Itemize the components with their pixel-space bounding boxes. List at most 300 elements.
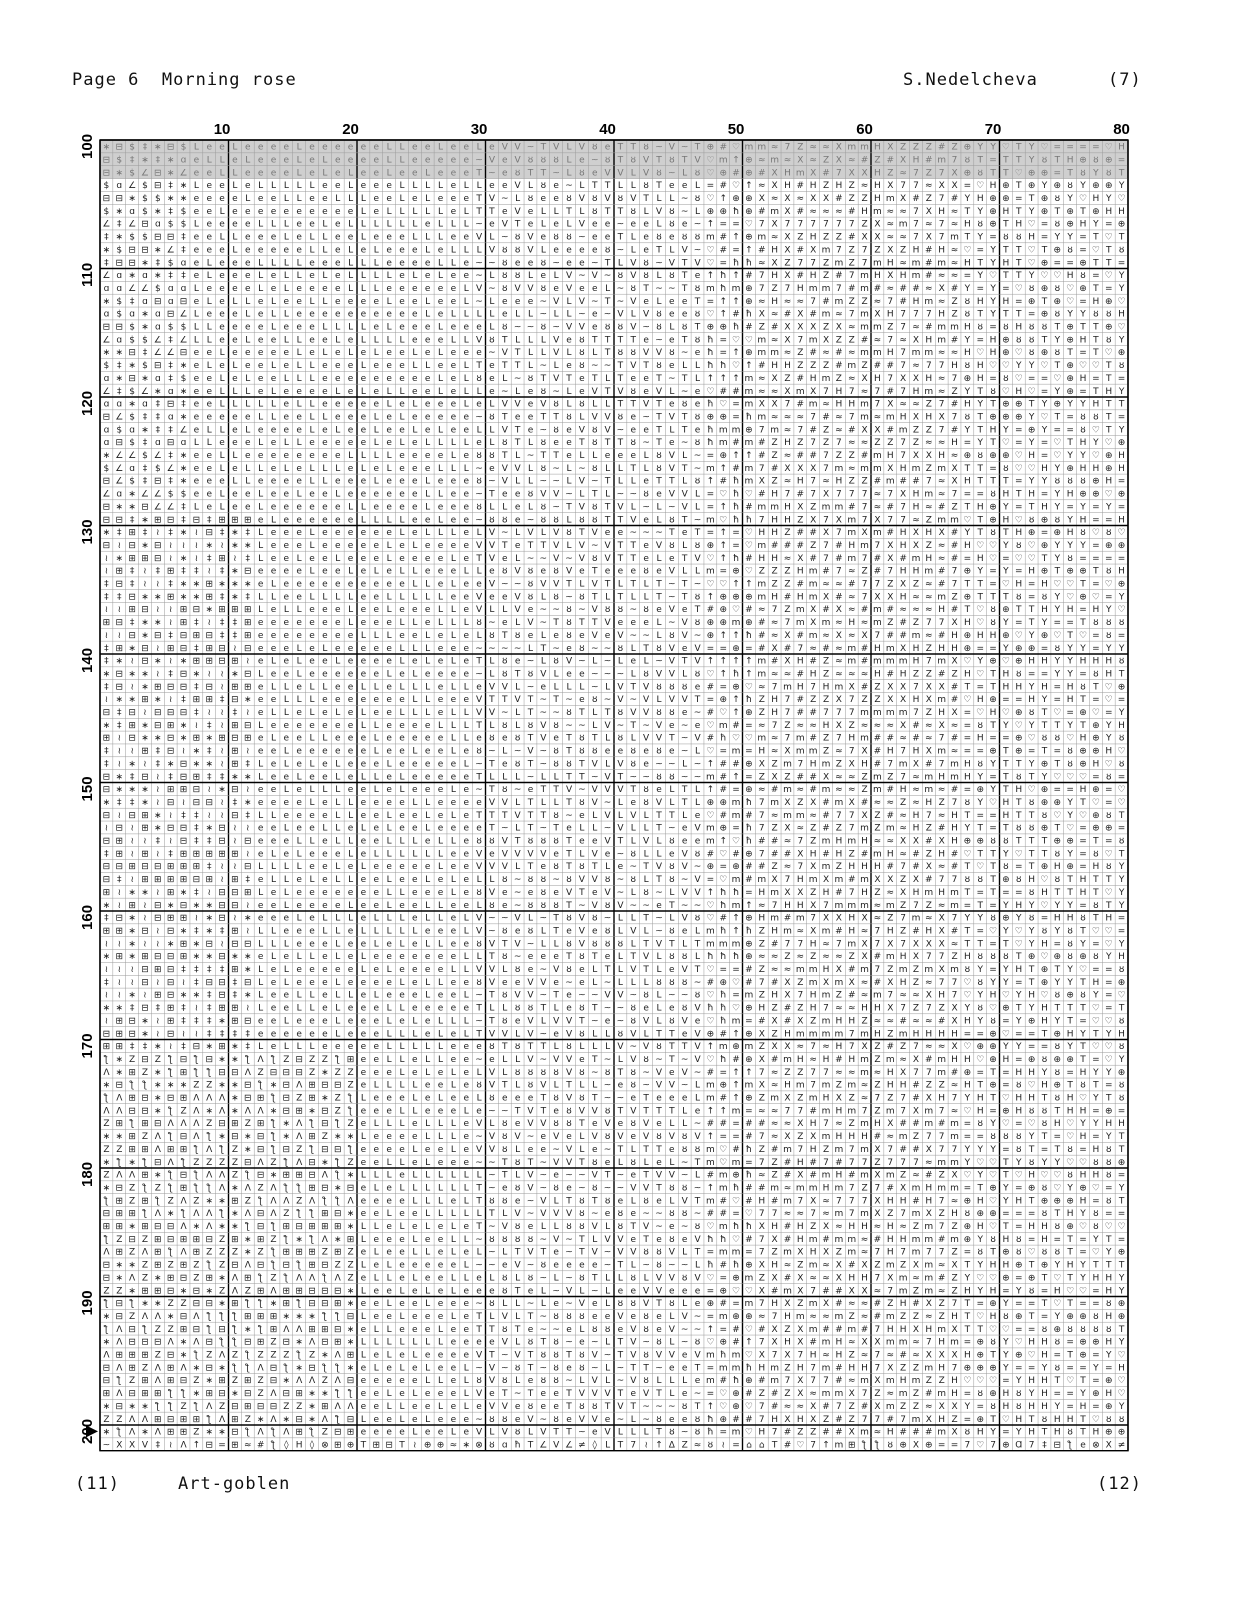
stitch-symbol: e <box>194 387 200 397</box>
stitch-symbol: m <box>706 772 715 782</box>
stitch-symbol: ≀ <box>118 901 121 911</box>
stitch-symbol: e <box>386 438 392 448</box>
stitch-symbol: ♡ <box>732 734 740 744</box>
stitch-symbol: ⊟ <box>193 875 201 885</box>
stitch-symbol: T <box>1002 528 1009 538</box>
stitch-symbol: ⊕ <box>1041 785 1049 795</box>
stitch-symbol: e <box>258 644 264 654</box>
stitch-symbol: ⊟ <box>167 734 175 744</box>
stitch-symbol: ⊟ <box>154 297 162 307</box>
stitch-symbol: ⊟ <box>244 721 252 731</box>
stitch-symbol: ‡ <box>117 528 122 538</box>
stitch-symbol: ∗ <box>180 592 188 602</box>
stitch-symbol: ȣ <box>541 464 547 474</box>
stitch-symbol: ȣ <box>669 772 675 782</box>
stitch-symbol: ⊕ <box>745 914 753 924</box>
stitch-symbol: ♡ <box>1028 464 1036 474</box>
stitch-symbol: Z <box>926 143 932 153</box>
stitch-symbol: ~ <box>694 862 702 872</box>
stitch-symbol: T <box>1054 412 1061 422</box>
stitch-symbol: ȣ <box>643 605 649 615</box>
stitch-symbol: ∗ <box>103 245 111 255</box>
stitch-symbol: e <box>412 502 418 512</box>
stitch-symbol: L <box>310 759 315 769</box>
stitch-symbol: L <box>258 811 263 821</box>
stitch-symbol: L <box>451 811 456 821</box>
stitch-symbol: ♡ <box>976 618 984 628</box>
stitch-symbol: m <box>886 824 895 834</box>
stitch-symbol: V <box>579 875 586 885</box>
stitch-symbol: Z <box>861 194 867 204</box>
stitch-symbol: m <box>873 207 882 217</box>
stitch-symbol: e <box>335 258 341 268</box>
stitch-symbol: # <box>951 926 959 936</box>
stitch-symbol: V <box>553 490 560 500</box>
stitch-symbol: X <box>887 464 893 474</box>
stitch-symbol: ~ <box>475 644 483 654</box>
stitch-symbol: ≀ <box>105 567 108 577</box>
stitch-symbol: X <box>926 233 932 243</box>
stitch-symbol: ≀ <box>220 541 223 551</box>
stitch-symbol: ‡ <box>130 567 135 577</box>
stitch-symbol: = <box>976 335 984 345</box>
stitch-symbol: V <box>592 605 599 615</box>
stitch-symbol: ȣ <box>1016 541 1022 551</box>
stitch-symbol: ⊕ <box>1118 348 1126 358</box>
stitch-symbol: # <box>887 425 895 435</box>
stitch-symbol: X <box>836 695 842 705</box>
stitch-symbol: e <box>502 888 508 898</box>
stitch-symbol: X <box>887 400 893 410</box>
stitch-symbol: ≈ <box>899 734 907 744</box>
stitch-symbol: e <box>271 695 277 705</box>
stitch-symbol: ♡ <box>1105 348 1113 358</box>
stitch-symbol: T <box>617 207 624 217</box>
stitch-symbol: e <box>374 695 380 705</box>
stitch-symbol: m <box>834 464 843 474</box>
stitch-symbol: ȣ <box>1016 875 1022 885</box>
stitch-symbol: L <box>207 258 212 268</box>
stitch-symbol: ≈ <box>874 721 882 731</box>
stitch-symbol: T <box>591 181 598 191</box>
stitch-symbol: T <box>630 682 637 692</box>
stitch-symbol: e <box>412 901 418 911</box>
stitch-symbol: V <box>502 400 509 410</box>
stitch-symbol: T <box>604 477 611 487</box>
stitch-symbol: e <box>605 451 611 461</box>
stitch-symbol: H <box>964 220 971 230</box>
stitch-symbol: X <box>810 926 816 936</box>
stitch-symbol: = <box>1015 618 1023 628</box>
stitch-symbol: ȣ <box>476 939 482 949</box>
stitch-symbol: V <box>643 682 650 692</box>
stitch-symbol: T <box>552 914 559 924</box>
stitch-symbol: = <box>964 785 972 795</box>
stitch-symbol: ♡ <box>1092 926 1100 936</box>
stitch-symbol: X <box>939 412 945 422</box>
stitch-symbol: Y <box>1054 901 1061 911</box>
stitch-symbol: m <box>847 515 856 525</box>
stitch-symbol: ♡ <box>1053 271 1061 281</box>
stitch-symbol: ɑ <box>181 258 187 268</box>
stitch-symbol: T <box>630 554 637 564</box>
stitch-symbol: V <box>682 245 689 255</box>
stitch-symbol: ≀ <box>220 798 223 808</box>
stitch-symbol: ȣ <box>1055 734 1061 744</box>
stitch-symbol: e <box>309 348 315 358</box>
stitch-symbol: L <box>322 477 327 487</box>
stitch-symbol: X <box>823 335 829 345</box>
stitch-symbol: ⊕ <box>1066 335 1074 345</box>
stitch-symbol: T <box>989 682 996 692</box>
stitch-symbol: T <box>1118 400 1125 410</box>
stitch-symbol: e <box>528 387 534 397</box>
stitch-symbol: e <box>335 721 341 731</box>
stitch-symbol: Y <box>1041 477 1048 487</box>
stitch-symbol: T <box>1002 785 1009 795</box>
stitch-symbol: = <box>1092 772 1100 782</box>
stitch-symbol: ♡ <box>745 335 753 345</box>
stitch-symbol: = <box>1066 258 1074 268</box>
stitch-symbol: ‡ <box>168 361 173 371</box>
stitch-symbol: ↑ <box>745 245 753 255</box>
stitch-symbol: $ <box>142 451 148 461</box>
stitch-symbol: L <box>425 708 430 718</box>
stitch-symbol: V <box>579 926 586 936</box>
stitch-symbol: ∗ <box>128 669 136 679</box>
stitch-symbol: ∗ <box>180 412 188 422</box>
stitch-symbol: L <box>284 605 289 615</box>
stitch-symbol: L <box>451 451 456 461</box>
stitch-symbol: ⊟ <box>103 412 111 422</box>
stitch-symbol: L <box>310 837 315 847</box>
stitch-symbol: ȣ <box>682 400 688 410</box>
stitch-symbol: e <box>348 657 354 667</box>
stitch-symbol: H <box>771 490 778 500</box>
stitch-symbol: L <box>464 361 469 371</box>
stitch-symbol: 7 <box>810 682 816 692</box>
stitch-symbol: e <box>322 374 328 384</box>
stitch-symbol: e <box>348 143 354 153</box>
stitch-symbol: ȣ <box>631 207 637 217</box>
stitch-symbol: = <box>707 490 715 500</box>
stitch-symbol: X <box>951 464 957 474</box>
stitch-symbol: X <box>836 143 842 153</box>
stitch-symbol: e <box>245 245 251 255</box>
stitch-symbol: ⊟ <box>141 657 149 667</box>
stitch-symbol: ‡ <box>220 926 225 936</box>
stitch-symbol: e <box>194 271 200 281</box>
stitch-symbol: L <box>322 323 327 333</box>
stitch-symbol: e <box>438 580 444 590</box>
stitch-symbol: e <box>296 888 302 898</box>
stitch-symbol: H <box>977 194 984 204</box>
stitch-symbol: ȣ <box>489 837 495 847</box>
stitch-symbol: V <box>527 284 534 294</box>
stitch-symbol: ⊕ <box>1028 181 1036 191</box>
stitch-symbol: ⊕ <box>989 220 997 230</box>
stitch-symbol: L <box>592 400 597 410</box>
stitch-symbol: L <box>502 747 507 757</box>
stitch-symbol: ≀ <box>156 849 159 859</box>
stitch-symbol: # <box>861 682 869 692</box>
stitch-symbol: ȣ <box>489 901 495 911</box>
stitch-symbol: T <box>642 644 649 654</box>
stitch-symbol: e <box>194 245 200 255</box>
stitch-symbol: e <box>399 310 405 320</box>
stitch-symbol: e <box>399 348 405 358</box>
stitch-symbol: V <box>682 862 689 872</box>
stitch-symbol: H <box>938 849 945 859</box>
stitch-symbol: X <box>797 323 803 333</box>
stitch-symbol: ‡ <box>194 682 199 692</box>
stitch-symbol: ♡ <box>1092 798 1100 808</box>
stitch-symbol: m <box>912 258 921 268</box>
stitch-symbol: Y <box>1028 207 1035 217</box>
stitch-symbol: ȣ <box>541 888 547 898</box>
stitch-symbol: L <box>361 233 366 243</box>
stitch-symbol: e <box>566 245 572 255</box>
stitch-symbol: ȣ <box>592 438 598 448</box>
stitch-symbol: Z <box>797 515 803 525</box>
stitch-symbol: ‡ <box>220 528 225 538</box>
stitch-symbol: Z <box>836 335 842 345</box>
stitch-symbol: e <box>284 168 290 178</box>
stitch-symbol: Z <box>784 258 790 268</box>
stitch-symbol: ∗ <box>205 914 213 924</box>
stitch-symbol: L <box>554 669 559 679</box>
stitch-symbol: L <box>567 400 572 410</box>
stitch-symbol: ∠ <box>128 451 136 461</box>
stitch-symbol: ȣ <box>643 490 649 500</box>
stitch-symbol: ≀ <box>182 747 185 757</box>
stitch-symbol: L <box>451 528 456 538</box>
stitch-symbol: X <box>784 387 790 397</box>
stitch-symbol: e <box>425 335 431 345</box>
stitch-symbol: # <box>861 798 869 808</box>
stitch-symbol: ~ <box>630 490 638 500</box>
stitch-symbol: e <box>374 862 380 872</box>
stitch-symbol: e <box>348 490 354 500</box>
stitch-symbol: V <box>476 849 483 859</box>
stitch-symbol: ȣ <box>1067 747 1073 757</box>
stitch-symbol: e <box>502 592 508 602</box>
stitch-symbol: ~ <box>655 926 663 936</box>
stitch-symbol: ♡ <box>706 580 714 590</box>
stitch-symbol: ~ <box>475 258 483 268</box>
stitch-symbol: L <box>567 310 572 320</box>
stitch-symbol: H <box>951 631 958 641</box>
stitch-symbol: ⊕ <box>989 502 997 512</box>
stitch-symbol: # <box>719 759 727 769</box>
stitch-symbol: ⊕ <box>989 194 997 204</box>
stitch-symbol: ~ <box>527 323 535 333</box>
stitch-symbol: ȣ <box>489 734 495 744</box>
stitch-symbol: 7 <box>823 451 829 461</box>
stitch-symbol: e <box>309 335 315 345</box>
stitch-symbol: ɑ <box>181 438 187 448</box>
stitch-symbol: V <box>643 695 650 705</box>
stitch-symbol: H <box>1080 657 1087 667</box>
stitch-symbol: H <box>1092 464 1099 474</box>
stitch-symbol: Y <box>1118 425 1125 435</box>
stitch-symbol: e <box>232 490 238 500</box>
stitch-symbol: Y <box>1079 181 1086 191</box>
stitch-symbol: e <box>271 785 277 795</box>
stitch-symbol: H <box>990 708 997 718</box>
stitch-symbol: e <box>412 657 418 667</box>
stitch-symbol: ~ <box>552 502 560 512</box>
stitch-symbol: = <box>1041 233 1049 243</box>
stitch-symbol: = <box>976 644 984 654</box>
stitch-symbol: # <box>848 502 856 512</box>
stitch-symbol: Z <box>823 155 829 165</box>
stitch-symbol: m <box>924 567 933 577</box>
stitch-symbol: H <box>925 554 932 564</box>
stitch-symbol: X <box>861 233 867 243</box>
stitch-symbol: ⊟ <box>116 194 124 204</box>
stitch-symbol: e <box>528 400 534 410</box>
stitch-symbol: L <box>322 682 327 692</box>
stitch-symbol: ↑ <box>707 592 715 602</box>
stitch-symbol: # <box>925 837 933 847</box>
stitch-symbol: ~ <box>655 284 663 294</box>
stitch-symbol: ⊞ <box>193 772 201 782</box>
stitch-symbol: ȣ <box>631 387 637 397</box>
stitch-symbol: e <box>682 837 688 847</box>
stitch-symbol: L <box>605 862 610 872</box>
stitch-symbol: # <box>732 168 740 178</box>
stitch-symbol: ‡ <box>156 425 161 435</box>
stitch-symbol: ↑ <box>707 220 715 230</box>
stitch-symbol: ∗ <box>218 580 226 590</box>
stitch-symbol: L <box>644 451 649 461</box>
stitch-symbol: e <box>438 926 444 936</box>
stitch-symbol: ~ <box>617 284 625 294</box>
stitch-symbol: e <box>669 361 675 371</box>
stitch-symbol: = <box>1054 143 1062 153</box>
stitch-symbol: L <box>361 926 366 936</box>
stitch-symbol: e <box>348 155 354 165</box>
stitch-symbol: H <box>977 554 984 564</box>
stitch-symbol: ȣ <box>1055 284 1061 294</box>
stitch-symbol: e <box>669 297 675 307</box>
stitch-symbol: e <box>245 181 251 191</box>
stitch-symbol: L <box>605 682 610 692</box>
stitch-symbol: X <box>759 194 765 204</box>
stitch-symbol: V <box>630 194 637 204</box>
stitch-symbol: # <box>797 631 805 641</box>
stitch-symbol: ȣ <box>618 194 624 204</box>
stitch-symbol: e <box>322 515 328 525</box>
stitch-symbol: L <box>194 323 199 333</box>
stitch-symbol: ≀ <box>143 759 146 769</box>
stitch-symbol: L <box>464 400 469 410</box>
stitch-symbol: Z <box>810 824 816 834</box>
stitch-symbol: e <box>348 335 354 345</box>
stitch-symbol: ȣ <box>1042 155 1048 165</box>
stitch-symbol: ≈ <box>797 785 805 795</box>
stitch-symbol: e <box>284 528 290 538</box>
stitch-symbol: e <box>335 374 341 384</box>
stitch-symbol: L <box>399 220 404 230</box>
stitch-symbol: ȣ <box>1042 592 1048 602</box>
stitch-symbol: ħ <box>746 515 752 525</box>
stitch-symbol: e <box>463 541 469 551</box>
stitch-symbol: T <box>565 734 572 744</box>
stitch-symbol: ∠ <box>115 451 123 461</box>
stitch-symbol: T <box>1028 849 1035 859</box>
stitch-symbol: ↑ <box>719 631 727 641</box>
stitch-symbol: m <box>706 926 715 936</box>
stitch-symbol: ⊟ <box>103 772 111 782</box>
stitch-symbol: = <box>1054 747 1062 757</box>
stitch-symbol: ~ <box>565 811 573 821</box>
stitch-symbol: L <box>438 143 443 153</box>
stitch-symbol: 7 <box>900 862 906 872</box>
stitch-symbol: e <box>399 580 405 590</box>
stitch-symbol: V <box>617 759 624 769</box>
stitch-symbol: 7 <box>862 580 868 590</box>
stitch-symbol: V <box>553 297 560 307</box>
stitch-symbol: ♡ <box>963 849 971 859</box>
stitch-symbol: L <box>644 207 649 217</box>
stitch-symbol: m <box>937 657 946 667</box>
stitch-symbol: X <box>926 695 932 705</box>
stitch-symbol: L <box>232 168 237 178</box>
stitch-symbol: L <box>284 271 289 281</box>
stitch-symbol: T <box>1054 824 1061 834</box>
stitch-symbol: $ <box>129 143 135 153</box>
stitch-symbol: ȣ <box>618 734 624 744</box>
stitch-symbol: L <box>335 811 340 821</box>
stitch-symbol: = <box>719 348 727 358</box>
stitch-symbol: ♡ <box>1066 824 1074 834</box>
stitch-symbol: X <box>887 592 893 602</box>
stitch-symbol: Z <box>772 438 778 448</box>
stitch-symbol: ∗ <box>180 734 188 744</box>
stitch-symbol: ≀ <box>208 811 211 821</box>
stitch-symbol: ȣ <box>592 207 598 217</box>
stitch-symbol: Z <box>861 477 867 487</box>
stitch-symbol: L <box>554 207 559 217</box>
stitch-symbol: T <box>591 734 598 744</box>
stitch-symbol: ‡ <box>194 644 199 654</box>
stitch-symbol: 7 <box>785 708 791 718</box>
stitch-symbol: H <box>874 374 881 384</box>
stitch-symbol: V <box>643 310 650 320</box>
stitch-symbol: e <box>194 477 200 487</box>
stitch-symbol: # <box>822 567 830 577</box>
stitch-symbol: 7 <box>836 220 842 230</box>
stitch-symbol: ~ <box>540 310 548 320</box>
stitch-symbol: e <box>374 875 380 885</box>
stitch-symbol: Y <box>976 271 983 281</box>
stitch-symbol: = <box>989 580 997 590</box>
stitch-symbol: ‡ <box>104 759 109 769</box>
stitch-symbol: ∠ <box>167 348 175 358</box>
stitch-symbol: # <box>951 849 959 859</box>
stitch-symbol: L <box>361 258 366 268</box>
stitch-symbol: e <box>579 631 585 641</box>
stitch-symbol: ȣ <box>528 875 534 885</box>
stitch-symbol: Y <box>1066 400 1073 410</box>
stitch-symbol: ‡ <box>168 425 173 435</box>
stitch-symbol: H <box>913 502 920 512</box>
stitch-symbol: e <box>361 528 367 538</box>
stitch-symbol: T <box>1015 181 1022 191</box>
stitch-symbol: e <box>425 387 431 397</box>
